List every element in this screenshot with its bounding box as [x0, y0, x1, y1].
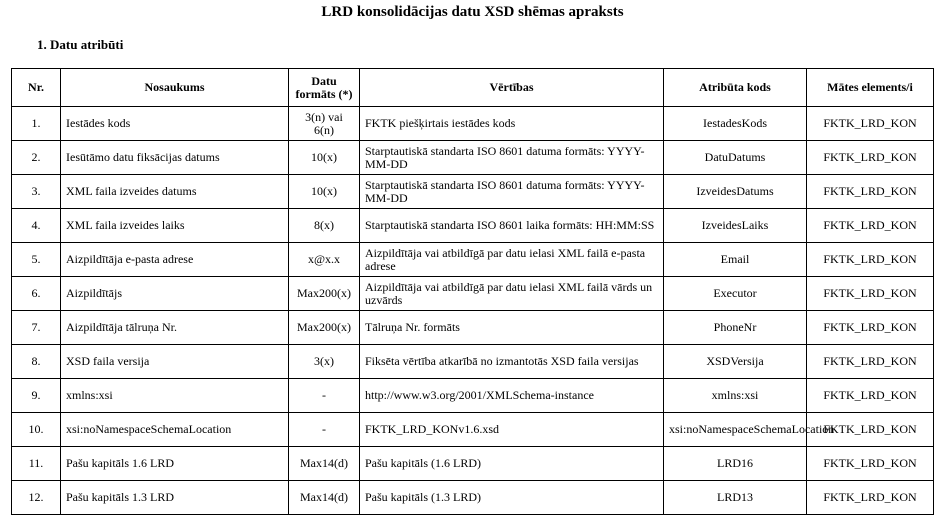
- section-heading: 1. Datu atribūti: [37, 37, 124, 52]
- cell-nr: 8.: [12, 345, 61, 379]
- cell-values: Tālruņa Nr. formāts: [360, 311, 664, 345]
- cell-nr: 2.: [12, 141, 61, 175]
- cell-format: Max14(d): [289, 481, 360, 515]
- cell-nr: 10.: [12, 413, 61, 447]
- header-values: Vērtības: [360, 69, 664, 107]
- header-nr: Nr.: [12, 69, 61, 107]
- cell-nr: 5.: [12, 243, 61, 277]
- cell-name: Iesūtāmo datu fiksācijas datums: [61, 141, 289, 175]
- cell-format: Max200(x): [289, 311, 360, 345]
- table-row: [12, 141, 934, 175]
- cell-format: Max14(d): [289, 447, 360, 481]
- table-row: [12, 413, 934, 447]
- cell-parent: FKTK_LRD_KON: [807, 413, 934, 447]
- table-row: [12, 277, 934, 311]
- cell-name: xsi:noNamespaceSchemaLocation: [61, 413, 289, 447]
- cell-values: FKTK_LRD_KONv1.6.xsd: [360, 413, 664, 447]
- cell-values: Pašu kapitāls (1.6 LRD): [360, 447, 664, 481]
- cell-name: Aizpildītāja tālruņa Nr.: [61, 311, 289, 345]
- cell-name: xmlns:xsi: [61, 379, 289, 413]
- cell-parent: FKTK_LRD_KON: [807, 447, 934, 481]
- table-row: [12, 345, 934, 379]
- cell-format: 3(x): [289, 345, 360, 379]
- cell-code: xmlns:xsi: [664, 379, 807, 413]
- cell-nr: 3.: [12, 175, 61, 209]
- cell-parent: FKTK_LRD_KON: [807, 107, 934, 141]
- cell-name: Pašu kapitāls 1.3 LRD: [61, 481, 289, 515]
- cell-name: Iestādes kods: [61, 107, 289, 141]
- table-row: [12, 243, 934, 277]
- cell-parent: FKTK_LRD_KON: [807, 345, 934, 379]
- cell-format: -: [289, 413, 360, 447]
- cell-values: Fiksēta vērtība atkarībā no izmantotās XSD faila versijas: [360, 345, 664, 379]
- cell-format: -: [289, 379, 360, 413]
- header-format-line1: Datu: [311, 73, 337, 88]
- table-row: [12, 175, 934, 209]
- cell-nr: 4.: [12, 209, 61, 243]
- header-name: Nosaukums: [61, 69, 289, 107]
- table-row: [12, 447, 934, 481]
- cell-code: IzveidesLaiks: [664, 209, 807, 243]
- cell-name: Aizpildītāja e-pasta adrese: [61, 243, 289, 277]
- cell-nr: 11.: [12, 447, 61, 481]
- cell-code: xsi:noNamespaceSchemaLocation: [664, 413, 807, 447]
- cell-code: Executor: [664, 277, 807, 311]
- cell-code: IestadesKods: [664, 107, 807, 141]
- header-format-line2: formāts (*): [295, 86, 353, 101]
- cell-nr: 12.: [12, 481, 61, 515]
- cell-parent: FKTK_LRD_KON: [807, 141, 934, 175]
- header-parent: Mātes elements/i: [807, 69, 934, 107]
- header-format: [289, 69, 360, 107]
- table-row: [12, 379, 934, 413]
- table-row: [12, 481, 934, 515]
- table-row: [12, 107, 934, 141]
- cell-nr: 7.: [12, 311, 61, 345]
- table-row: [12, 209, 934, 243]
- cell-parent: FKTK_LRD_KON: [807, 243, 934, 277]
- cell-values: Starptautiskā standarta ISO 8601 laika formāts: HH:MM:SS: [360, 209, 664, 243]
- cell-format: 8(x): [289, 209, 360, 243]
- cell-code: IzveidesDatums: [664, 175, 807, 209]
- cell-name: XSD faila versija: [61, 345, 289, 379]
- cell-nr: 1.: [12, 107, 61, 141]
- cell-parent: FKTK_LRD_KON: [807, 277, 934, 311]
- header-code: Atribūta kods: [664, 69, 807, 107]
- cell-parent: FKTK_LRD_KON: [807, 175, 934, 209]
- cell-parent: FKTK_LRD_KON: [807, 481, 934, 515]
- table-header-row: [12, 69, 934, 107]
- cell-name: Pašu kapitāls 1.6 LRD: [61, 447, 289, 481]
- cell-values: Starptautiskā standarta ISO 8601 datuma formāts: YYYY-MM-DD: [360, 175, 664, 209]
- cell-values: http://www.w3.org/2001/XMLSchema-instance: [360, 379, 664, 413]
- cell-values: Aizpildītāja vai atbildīgā par datu ielasi XML failā vārds un uzvārds: [360, 277, 664, 311]
- cell-nr: 9.: [12, 379, 61, 413]
- cell-parent: FKTK_LRD_KON: [807, 209, 934, 243]
- cell-format: Max200(x): [289, 277, 360, 311]
- attributes-table: [11, 68, 934, 515]
- cell-values: Pašu kapitāls (1.3 LRD): [360, 481, 664, 515]
- table-row: [12, 311, 934, 345]
- cell-name: XML faila izveides datums: [61, 175, 289, 209]
- cell-values: FKTK piešķirtais iestādes kods: [360, 107, 664, 141]
- cell-name: XML faila izveides laiks: [61, 209, 289, 243]
- cell-nr: 6.: [12, 277, 61, 311]
- cell-format: 10(x): [289, 175, 360, 209]
- cell-code: LRD16: [664, 447, 807, 481]
- cell-code: PhoneNr: [664, 311, 807, 345]
- cell-values: Aizpildītāja vai atbildīgā par datu ielasi XML failā e-pasta adrese: [360, 243, 664, 277]
- cell-code: LRD13: [664, 481, 807, 515]
- cell-format: 3(n) vai 6(n): [289, 107, 360, 141]
- cell-code: DatuDatums: [664, 141, 807, 175]
- cell-values: Starptautiskā standarta ISO 8601 datuma formāts: YYYY-MM-DD: [360, 141, 664, 175]
- cell-code: XSDVersija: [664, 345, 807, 379]
- cell-format: x@x.x: [289, 243, 360, 277]
- document-title: LRD konsolidācijas datu XSD shēmas apraksts: [321, 4, 624, 20]
- cell-code: Email: [664, 243, 807, 277]
- cell-format: 10(x): [289, 141, 360, 175]
- cell-name: Aizpildītājs: [61, 277, 289, 311]
- cell-parent: FKTK_LRD_KON: [807, 379, 934, 413]
- cell-parent: FKTK_LRD_KON: [807, 311, 934, 345]
